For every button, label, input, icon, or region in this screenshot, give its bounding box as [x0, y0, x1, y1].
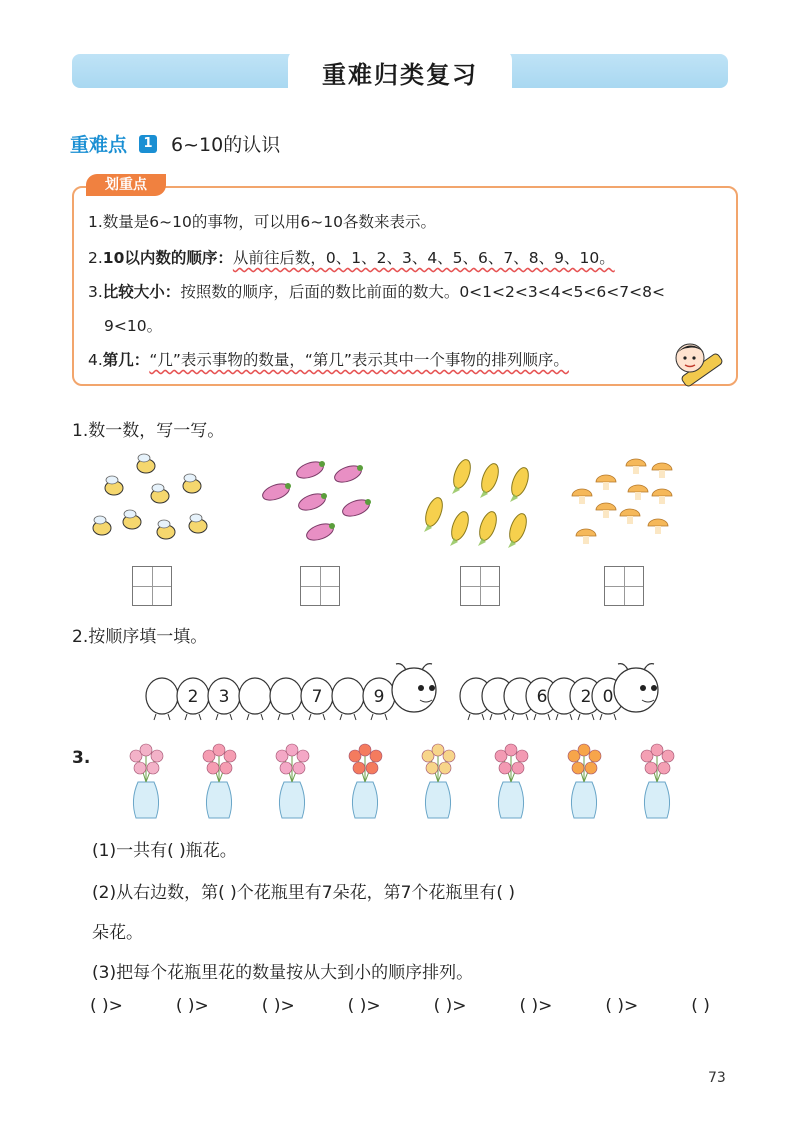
- highlight-item-4: [88, 348, 569, 370]
- flower-vase-picture: [554, 742, 614, 820]
- corn-group-picture: [420, 452, 540, 552]
- flower-vase-picture: [189, 742, 249, 820]
- caterpillar-number: 0: [602, 687, 614, 707]
- caterpillar-number: 9: [373, 687, 385, 707]
- page-number: 73: [708, 1070, 726, 1086]
- caterpillar-leg: [600, 714, 616, 720]
- caterpillar-leg: [154, 714, 170, 720]
- question-3-sub-3: (3)把每个花瓶里花的数量按从大到小的顺序排列。: [92, 963, 474, 983]
- answer-box-mushrooms[interactable]: [604, 566, 644, 606]
- mushroom-group-picture: [568, 452, 688, 552]
- caterpillar-leg: [216, 714, 232, 720]
- caterpillar-leg: [468, 714, 484, 720]
- bracket-slot[interactable]: ( ): [691, 996, 710, 1016]
- flower-vase-picture: [481, 742, 541, 820]
- caterpillar-segment[interactable]: [332, 678, 364, 714]
- key-point-title: 6~10的认识: [171, 134, 281, 156]
- item-bold: 10以内数的顺序：: [102, 249, 233, 267]
- answer-box-corn[interactable]: [460, 566, 500, 606]
- flower-vase-picture: [335, 742, 395, 820]
- caterpillar-leg: [247, 714, 263, 720]
- answer-box-bees[interactable]: [132, 566, 172, 606]
- highlight-item-1: [88, 210, 436, 232]
- item-prefix: 3.: [88, 283, 103, 301]
- flower-vase-picture: [408, 742, 468, 820]
- bracket-slot[interactable]: ( )>: [519, 996, 553, 1016]
- kid-with-pencil-icon: [660, 334, 730, 390]
- item-text: 数量是6~10的事物，可以用6~10各数来表示。: [102, 213, 436, 231]
- caterpillar-leg: [534, 714, 550, 720]
- caterpillar-leg: [578, 714, 594, 720]
- caterpillar-leg: [340, 714, 356, 720]
- caterpillar-leg: [490, 714, 506, 720]
- question-2-title: 2.按顺序填一填。: [72, 627, 208, 647]
- item-text: 按照数的顺序，后面的数比前面的数大。0<1<2<3<4<5<6<7<8<: [180, 283, 665, 301]
- key-point-heading: [70, 130, 280, 157]
- caterpillar-b: [458, 660, 728, 724]
- caterpillar-leg: [278, 714, 294, 720]
- caterpillar-a: [144, 660, 442, 724]
- question-3-sub-2: (2)从右边数，第( )个花瓶里有7朵花，第7个花瓶里有( ): [92, 883, 516, 903]
- caterpillar-leg: [185, 714, 201, 720]
- caterpillar-segment[interactable]: [146, 678, 178, 714]
- highlight-item-3-cont: [104, 314, 162, 336]
- caterpillar-segment[interactable]: [239, 678, 271, 714]
- caterpillar-number: 2: [580, 687, 592, 707]
- question-1-title: 1.数一数，写一写。: [72, 421, 225, 441]
- caterpillar-number: 2: [187, 687, 199, 707]
- caterpillar-leg: [512, 714, 528, 720]
- ordering-brackets: [90, 996, 710, 1016]
- flower-vase-picture: [627, 742, 687, 820]
- caterpillar-number: 7: [311, 687, 323, 707]
- item-text: 从前往后数，0、1、2、3、4、5、6、7、8、9、10。: [232, 249, 615, 267]
- flower-vase-picture: [116, 742, 176, 820]
- question-3-sub-2-cont: 朵花。: [92, 923, 143, 943]
- question-3-sub-1: (1)一共有( )瓶花。: [92, 841, 237, 861]
- bee-group-picture: [92, 452, 212, 552]
- bracket-slot[interactable]: ( )>: [90, 996, 123, 1016]
- item-text: 9<10。: [104, 317, 163, 335]
- item-bold: 第几：: [102, 351, 150, 369]
- caterpillar-number: 3: [218, 687, 230, 707]
- bracket-slot[interactable]: ( )>: [605, 996, 639, 1016]
- item-prefix: 4.: [88, 351, 103, 369]
- answer-box-eggplants[interactable]: [300, 566, 340, 606]
- caterpillar-leg: [309, 714, 325, 720]
- highlight-item-3: [88, 280, 665, 302]
- caterpillar-segment[interactable]: [270, 678, 302, 714]
- caterpillar-leg: [556, 714, 572, 720]
- page-title: 重难归类复习: [288, 50, 512, 94]
- bracket-slot[interactable]: ( )>: [433, 996, 467, 1016]
- key-point-number-badge: 1: [139, 135, 157, 153]
- bracket-slot[interactable]: ( )>: [347, 996, 381, 1016]
- bracket-slot[interactable]: ( )>: [261, 996, 295, 1016]
- key-point-label: 重难点: [70, 134, 128, 156]
- flower-vase-picture: [262, 742, 322, 820]
- caterpillar-leg: [371, 714, 387, 720]
- eggplant-group-picture: [256, 452, 376, 552]
- item-prefix: 1.: [88, 213, 103, 231]
- item-text: “几”表示事物的数量，“第几”表示其中一个事物的排列顺序。: [149, 351, 569, 369]
- question-3-title: 3.: [72, 748, 91, 768]
- item-bold: 比较大小：: [102, 283, 181, 301]
- caterpillar-number: 6: [536, 687, 548, 707]
- bracket-slot[interactable]: ( )>: [175, 996, 209, 1016]
- highlight-item-2: [88, 246, 615, 268]
- item-prefix: 2.: [88, 249, 103, 267]
- highlight-tag: 划重点: [86, 174, 166, 196]
